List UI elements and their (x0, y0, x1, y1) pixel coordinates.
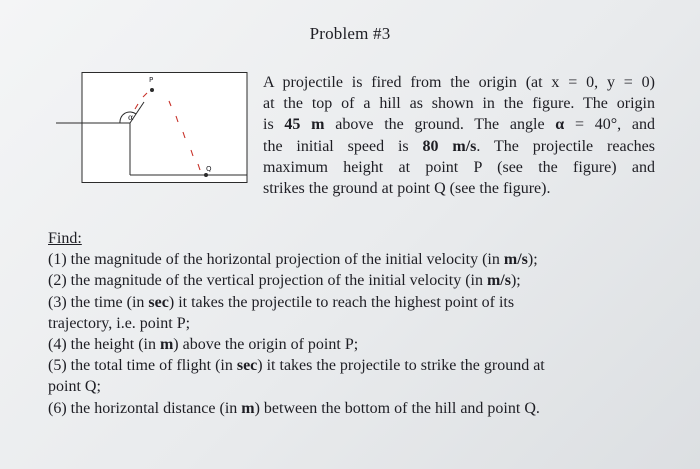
point-p-marker (150, 88, 154, 92)
statement-line: the initial speed is 80 m/s. The projectile reaches (263, 137, 655, 155)
figure-frame (82, 73, 247, 183)
statement-line: is 45 m above the ground. The angle α = 40°, and (263, 116, 655, 134)
problem-statement (263, 72, 655, 199)
angle-label: α (128, 113, 134, 122)
question-item (48, 270, 648, 291)
point-q-marker (204, 173, 208, 177)
statement-line: strikes the ground at point Q (see the figure). (263, 180, 551, 198)
question-item (48, 398, 648, 419)
problem-title: Problem #3 (309, 24, 391, 43)
point-p-label: P (149, 76, 154, 84)
point-q-label: Q (206, 165, 212, 173)
question-item (48, 249, 648, 270)
question-item (48, 334, 648, 355)
projectile-figure (56, 72, 248, 184)
question-text: (4) the height (in m) above the origin of point P; (48, 336, 359, 354)
question-text-continued: trajectory, i.e. point P; (48, 314, 191, 332)
question-text: (5) the total time of flight (in sec) it takes the projectile to strike the ground at (48, 357, 545, 375)
question-text: (6) the horizontal distance (in m) between the bottom of the hill and point Q. (48, 399, 540, 417)
statement-line: maximum height at point P (see the figure) and (263, 158, 655, 176)
question-text: (3) the time (in sec) it takes the projectile to reach the highest point of its (48, 293, 515, 311)
question-item (48, 292, 648, 334)
statement-line: at the top of a hill as shown in the figure. The origin (263, 95, 655, 113)
find-section (48, 228, 648, 419)
projectile-diagram-svg (56, 72, 248, 184)
find-heading: Find: (48, 230, 82, 247)
question-text: (2) the magnitude of the vertical projection of the initial velocity (in m/s); (48, 272, 521, 290)
statement-line: A projectile is fired from the origin (at x = 0, y = 0) (263, 74, 655, 91)
question-text-continued: point Q; (48, 378, 101, 396)
question-item (48, 355, 648, 397)
question-text: (1) the magnitude of the horizontal projection of the initial velocity (in m/s); (48, 251, 538, 269)
